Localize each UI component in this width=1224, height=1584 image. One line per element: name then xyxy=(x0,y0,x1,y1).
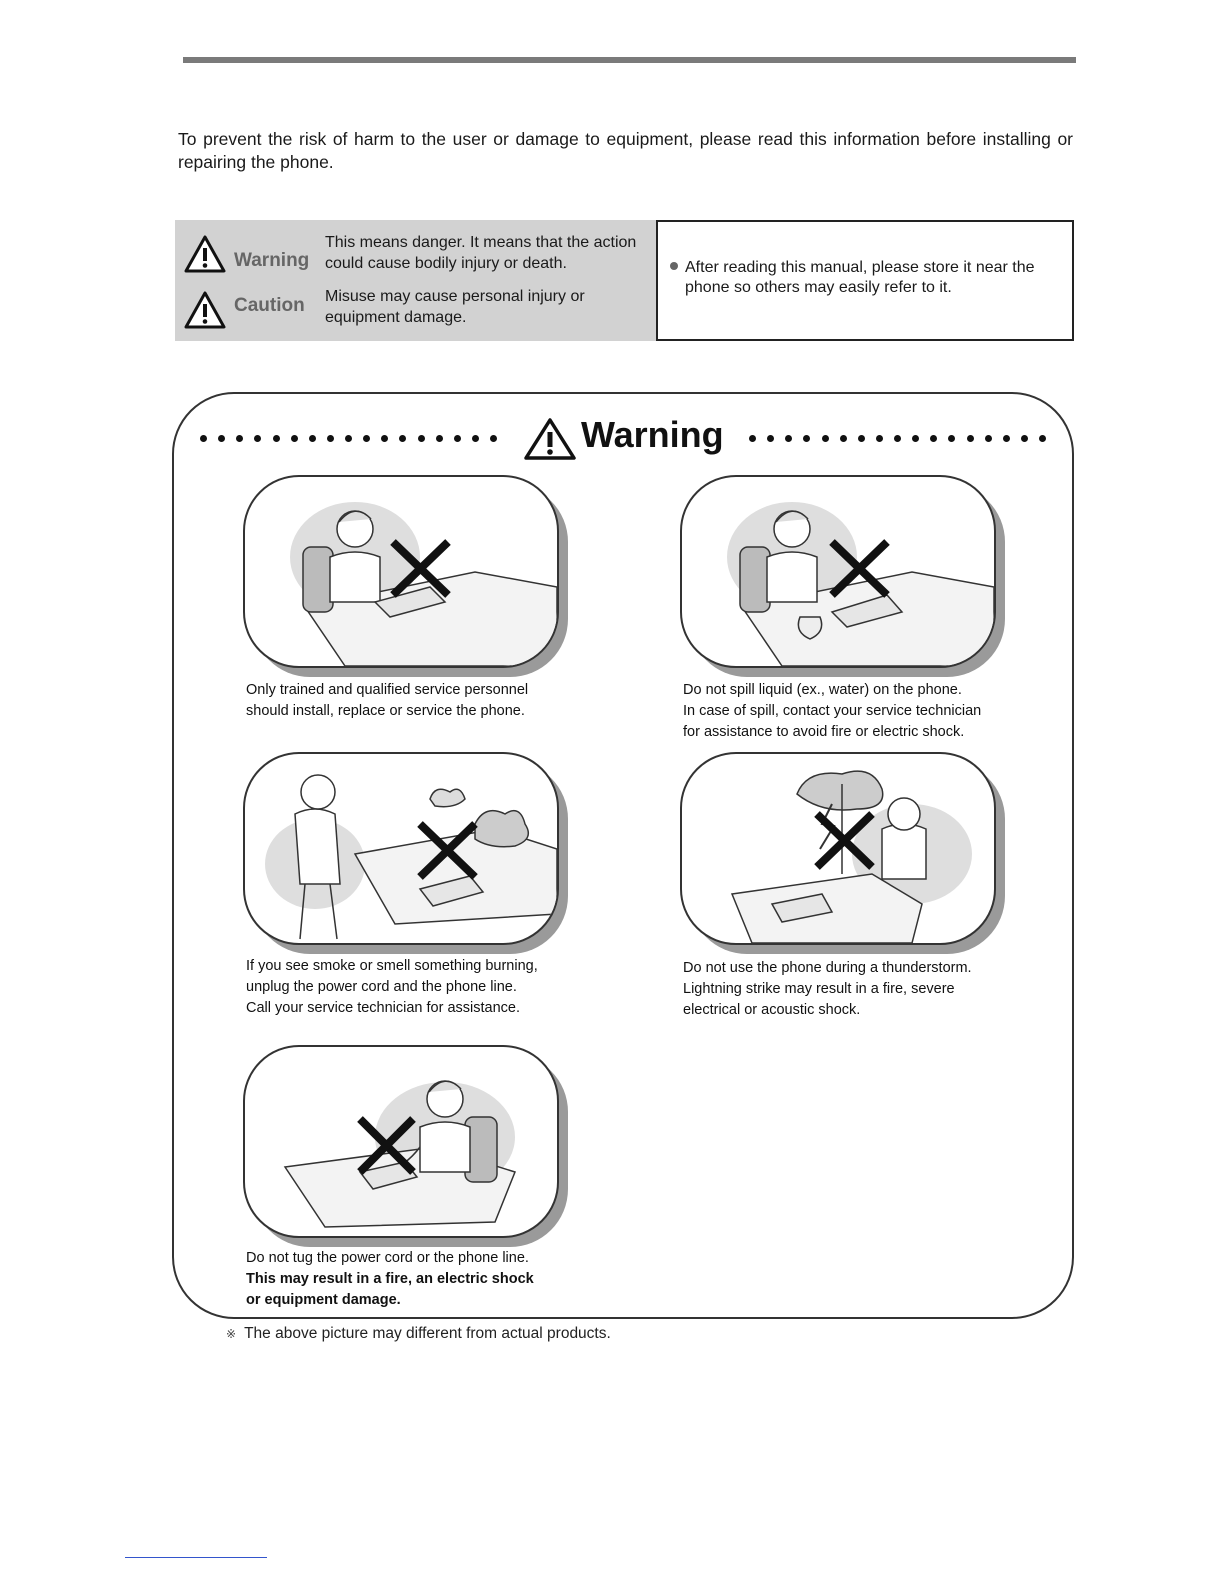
illustration-service-personnel xyxy=(243,475,561,670)
legend-warning-desc: This means danger. It means that the action could cause bodily injury or death. xyxy=(325,234,637,272)
legend-caution-row xyxy=(175,284,656,340)
footnote xyxy=(226,1325,611,1343)
storage-note: After reading this manual, please store it near the phone so others may easily refer to it. xyxy=(685,259,1035,296)
symbol-legend xyxy=(175,220,1074,341)
illustration-smoke xyxy=(243,752,561,947)
intro-paragraph: To prevent the risk of harm to the user or damage to equipment, please read this information before installing or repairing the phone. xyxy=(178,129,1073,172)
warning-triangle-icon xyxy=(183,234,227,274)
legend-caution-label: Caution xyxy=(234,295,305,316)
caution-triangle-icon xyxy=(183,290,227,330)
caption-power-cord: Do not tug the power cord or the phone line. This may result in a fire, an electric shock or equipment damage. xyxy=(246,1250,534,1308)
caption-smoke: If you see smoke or smell something burning, unplug the power cord and the phone line. Call your service technician for assistance. xyxy=(246,958,538,1016)
reference-mark-icon: ※ xyxy=(226,1327,237,1341)
dotted-rule-left xyxy=(200,430,497,446)
legend-symbols xyxy=(175,220,656,341)
header-rule xyxy=(183,57,1076,63)
caption-thunderstorm: Do not use the phone during a thunderstorm. Lightning strike may result in a fire, severe electrical or acoustic shock. xyxy=(683,960,972,1018)
caption-service-personnel: Only trained and qualified service personnel should install, replace or service the phone. xyxy=(246,682,529,719)
illustration-liquid-spill xyxy=(680,475,998,670)
dotted-rule-right xyxy=(749,430,1046,446)
storage-note-box xyxy=(656,220,1074,341)
caption-liquid-spill: Do not spill liquid (ex., water) on the phone. In case of spill, contact your service technician for assistance to avoid fire or electric shock. xyxy=(683,682,982,740)
legend-warning-row xyxy=(175,230,656,286)
warning-heading: Warning xyxy=(581,414,724,455)
legend-warning-label: Warning xyxy=(234,250,310,271)
illustration-thunderstorm xyxy=(680,752,998,947)
legend-caution-desc: Misuse may cause personal injury or equipment damage. xyxy=(325,288,585,326)
warning-heading-triangle-icon xyxy=(523,417,577,461)
footnote-text: The above picture may different from actual products. xyxy=(244,1325,611,1342)
bullet-icon xyxy=(670,262,678,270)
illustration-power-cord xyxy=(243,1045,561,1240)
bottom-link-underline xyxy=(125,1557,267,1558)
